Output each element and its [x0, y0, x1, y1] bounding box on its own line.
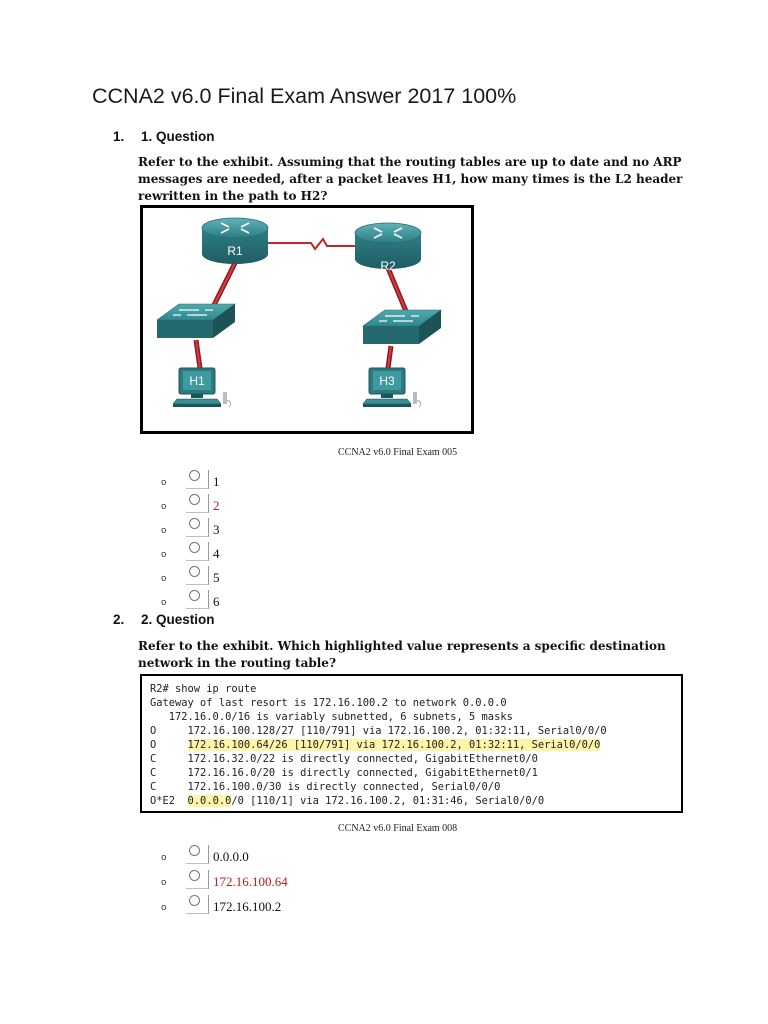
option-label: 3 [213, 522, 220, 537]
switch-left-icon [157, 304, 235, 338]
question-title: 1. Question [141, 129, 215, 144]
radio-circle-icon [189, 895, 200, 906]
cli-line: C 172.16.16.0/20 is directly connected, GigabitEthernet0/1 [150, 767, 538, 779]
option-bullet: o [161, 502, 167, 512]
option-bullet: o [161, 598, 167, 608]
radio-circle-icon [189, 518, 200, 529]
option-bullet: o [161, 478, 167, 488]
option-label: 6 [213, 594, 220, 609]
page-title: CCNA2 v6.0 Final Exam Answer 2017 100% [92, 84, 517, 108]
radio-circle-icon [189, 494, 200, 505]
switch-right-icon [363, 310, 441, 344]
cli-line: O*E2 0.0.0.0/0 [110/1] via 172.16.100.2, 01:31:46, Serial0/0/0 [150, 795, 545, 807]
cli-line: R2# show ip route [150, 683, 257, 695]
option-label: 5 [213, 570, 220, 585]
option-radio-1[interactable] [186, 470, 209, 489]
cli-highlight: 172.16.100.64/26 [110/791] via 172.16.100.2, 01:32:11, Serial0/0/0 [187, 739, 601, 751]
topology-diagram [143, 208, 471, 431]
option-label: 4 [213, 546, 220, 561]
cli-output [150, 682, 607, 808]
radio-circle-icon [189, 845, 200, 856]
option-bullet: o [161, 853, 167, 863]
router-r2-icon [355, 223, 421, 273]
cli-line: C 172.16.100.0/30 is directly connected, Serial0/0/0 [150, 781, 501, 793]
option-radio-c[interactable] [186, 895, 209, 914]
radio-circle-icon [189, 870, 200, 881]
r2-switch-link-highlight [388, 268, 408, 316]
option-bullet: o [161, 878, 167, 888]
exhibit-2-caption: CCNA2 v6.0 Final Exam 008 [338, 823, 458, 834]
option-label: 1 [213, 474, 220, 489]
option-bullet: o [161, 526, 167, 536]
router-r1-icon [202, 218, 268, 264]
host-h3-label: H3 [379, 374, 395, 388]
option-radio-3[interactable] [186, 518, 209, 537]
radio-circle-icon [189, 470, 200, 481]
exhibit-1-caption: CCNA2 v6.0 Final Exam 005 [338, 447, 458, 458]
option-label: 0.0.0.0 [213, 849, 249, 864]
question-number: 1. [113, 129, 125, 144]
option-label-correct: 172.16.100.64 [213, 874, 288, 889]
question-title: 2. Question [141, 612, 215, 627]
question-2-heading [113, 612, 215, 627]
cli-line: O 172.16.100.128/27 [110/791] via 172.16.100.2, 01:32:11, Serial0/0/0 [150, 725, 607, 737]
radio-circle-icon [189, 542, 200, 553]
cli-line: 172.16.0.0/16 is variably subnetted, 6 subnets, 5 masks [150, 711, 513, 723]
option-bullet: o [161, 903, 167, 913]
option-label-correct: 2 [213, 498, 220, 513]
option-radio-b[interactable] [186, 870, 209, 889]
host-h1-icon [173, 368, 231, 407]
router-r2-label: R2 [380, 259, 396, 273]
topology-exhibit [140, 205, 474, 434]
host-h1-label: H1 [189, 374, 205, 388]
option-radio-6[interactable] [186, 590, 209, 609]
host-h3-icon [363, 368, 421, 407]
option-bullet: o [161, 550, 167, 560]
question-1-heading [113, 129, 215, 144]
question-1-text: Refer to the exhibit. Assuming that the routing tables are up to date and no ARP messages are needed, after a packet leaves H1, how many times is the L2 header rewritten in the path to H2? [138, 155, 683, 203]
cli-line: O 172.16.100.64/26 [110/791] via 172.16.100.2, 01:32:11, Serial0/0/0 [150, 739, 601, 751]
option-radio-4[interactable] [186, 542, 209, 561]
question-2-text: Refer to the exhibit. Which highlighted value represents a specific destination network in the routing table? [138, 639, 666, 670]
radio-circle-icon [189, 590, 200, 601]
cli-line: C 172.16.32.0/22 is directly connected, GigabitEthernet0/0 [150, 753, 538, 765]
router-r1-label: R1 [227, 244, 243, 258]
routing-table-exhibit [140, 674, 683, 813]
serial-link [265, 239, 357, 249]
option-bullet: o [161, 574, 167, 584]
option-label: 172.16.100.2 [213, 899, 282, 914]
cli-line: Gateway of last resort is 172.16.100.2 to network 0.0.0.0 [150, 697, 507, 709]
option-radio-5[interactable] [186, 566, 209, 585]
option-radio-2[interactable] [186, 494, 209, 513]
radio-circle-icon [189, 566, 200, 577]
question-number: 2. [113, 612, 125, 627]
option-radio-a[interactable] [186, 845, 209, 864]
cli-highlight: 0.0.0.0 [187, 795, 232, 807]
